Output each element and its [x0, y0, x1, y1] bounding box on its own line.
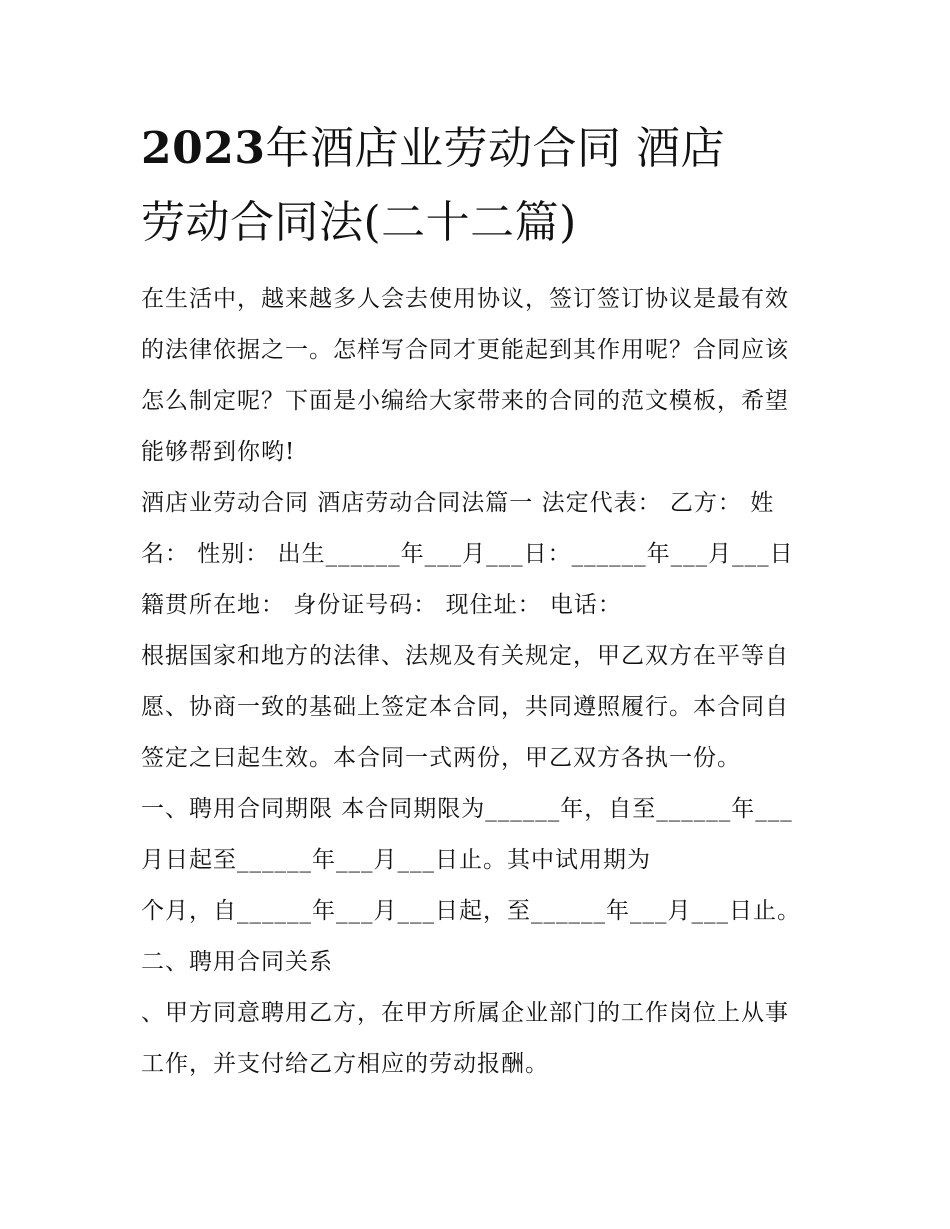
title-line-1: [141, 112, 813, 186]
basis-paragraph: [141, 631, 813, 784]
title-line-2: 劳动合同法(二十二篇): [141, 197, 577, 248]
text-line: 签定之曰起生效。本合同一式两份，甲乙双方各执一份。: [141, 745, 741, 771]
employment-paragraph: [141, 988, 813, 1090]
text-line: 根据国家和地方的法律、法规及有关规定，甲乙双方在平等自: [141, 643, 789, 669]
document-page: [141, 112, 813, 1090]
text-line: 怎么制定呢？下面是小编给大家带来的合同的范文模板，希望: [141, 388, 789, 414]
title-line-1-text: 年酒店业劳动合同 酒店: [265, 123, 725, 174]
text-line: 一、聘用合同期限 本合同期限为______年，自至______年___: [141, 796, 793, 822]
text-line: 个月，自______年___月___日起，至______年___月___日止。: [141, 898, 801, 924]
text-line: 的法律依据之一。怎样写合同才更能起到其作用呢？合同应该: [141, 337, 789, 363]
text-line: 酒店业劳动合同 酒店劳动合同法篇一 法定代表： 乙方： 姓: [141, 490, 775, 516]
text-line: 二、聘用合同关系: [141, 949, 333, 975]
text-line: 名： 性别： 出生______年___月___日：______年___月___日: [141, 541, 794, 567]
text-line: 籍贯所在地： 身份证号码： 现住址： 电话：: [141, 592, 622, 618]
intro-paragraph: [141, 274, 813, 478]
text-line: 工作，并支付给乙方相应的劳动报酬。: [141, 1051, 549, 1077]
section-heading-relationship: [141, 937, 813, 988]
text-line: 愿、协商一致的基础上签定本合同，共同遵照履行。本合同自: [141, 694, 789, 720]
document-title: [141, 112, 813, 260]
text-line: 能够帮到你哟!: [141, 439, 296, 465]
text-line: 月日起至______年___月___日止。其中试用期为: [141, 847, 651, 873]
text-line: 在生活中，越来越多人会去使用协议，签订签订协议是最有效: [141, 286, 789, 312]
contract-term-paragraph: [141, 784, 813, 937]
title-year: 2023: [141, 123, 266, 174]
text-line: 、甲方同意聘用乙方，在甲方所属企业部门的工作岗位上从事: [141, 1000, 789, 1026]
party-info-paragraph: [141, 478, 813, 631]
